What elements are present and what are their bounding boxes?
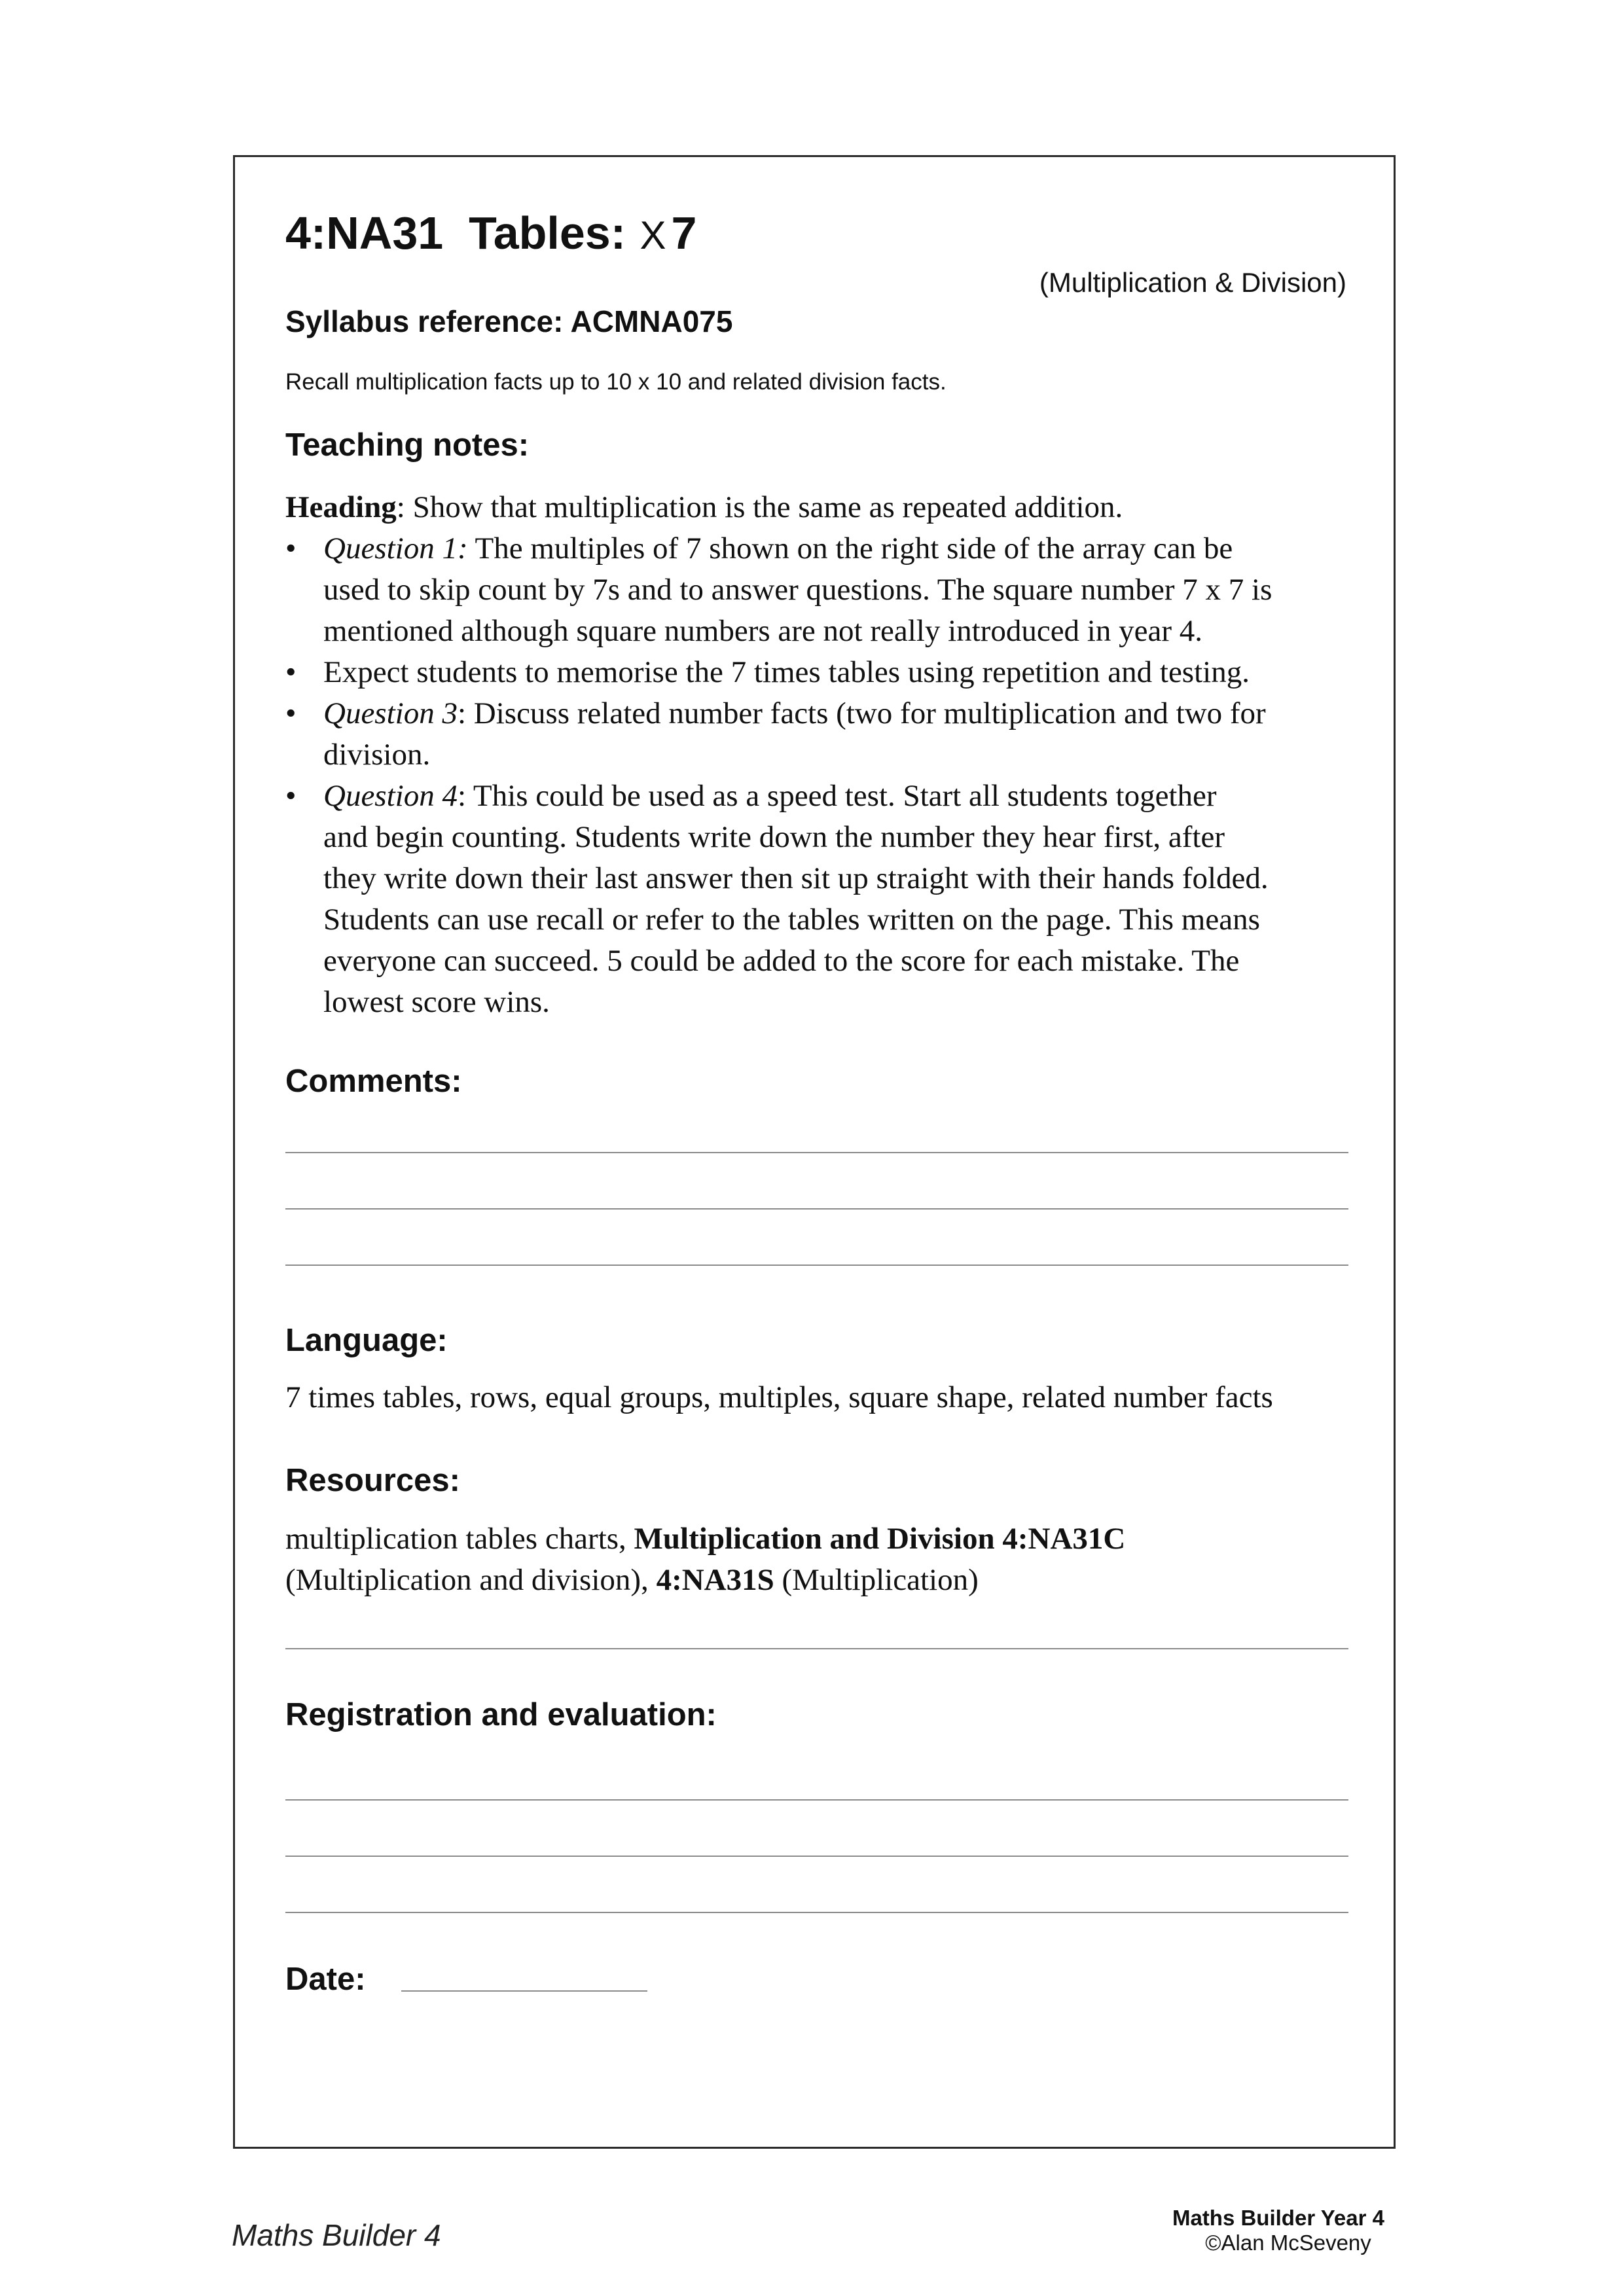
note-line: used to skip count by 7s and to answer questions. The square number 7 x 7 is bbox=[323, 573, 1272, 607]
comments-heading: Comments: bbox=[285, 1064, 462, 1099]
resources-plain: (Multiplication and division), bbox=[285, 1563, 657, 1597]
comments-line[interactable] bbox=[285, 1152, 1348, 1153]
list-item bbox=[285, 652, 1348, 693]
question-label: Question 1: bbox=[323, 531, 468, 565]
note-line: : Discuss related number facts (two for multiplication and two for bbox=[457, 696, 1266, 730]
note-line: they write down their last answer then sit up straight with their hands folded. bbox=[323, 861, 1269, 895]
question-label: Question 3 bbox=[323, 696, 458, 730]
registration-line[interactable] bbox=[285, 1912, 1348, 1913]
footer-series: Maths Builder Year 4 bbox=[1172, 2206, 1384, 2230]
bullet-symbol: • bbox=[285, 779, 297, 813]
title-code: 4:NA31 bbox=[285, 207, 444, 259]
question-label: Question 4 bbox=[323, 779, 458, 813]
bullet-symbol: • bbox=[285, 696, 297, 730]
resources-plain: multiplication tables charts, bbox=[285, 1522, 634, 1556]
note-line: division. bbox=[323, 738, 431, 772]
intro-bold: Heading bbox=[285, 490, 397, 524]
note-line: mentioned although square numbers are not really introduced in year 4. bbox=[323, 614, 1202, 648]
syllabus-reference: Syllabus reference: ACMNA075 bbox=[285, 304, 733, 338]
note-line: Students can use recall or refer to the tables written on the page. This means bbox=[323, 903, 1260, 937]
footer-copyright: ©Alan McSeveny bbox=[1205, 2231, 1371, 2255]
page-title bbox=[285, 207, 696, 259]
date-label: Date: bbox=[285, 1962, 366, 1997]
subject-label: (Multiplication & Division) bbox=[1039, 267, 1346, 298]
note-line: and begin counting. Students write down the number they hear first, after bbox=[323, 820, 1225, 854]
table-number: 7 bbox=[671, 207, 697, 259]
language-heading: Language: bbox=[285, 1323, 448, 1358]
registration-line[interactable] bbox=[285, 1856, 1348, 1857]
comments-line[interactable] bbox=[285, 1265, 1348, 1266]
resources-line[interactable] bbox=[285, 1648, 1348, 1649]
registration-line[interactable] bbox=[285, 1799, 1348, 1801]
language-text: 7 times tables, rows, equal groups, multiples, square shape, related number facts bbox=[285, 1380, 1273, 1414]
list-item bbox=[285, 528, 1348, 652]
bullet-symbol: • bbox=[285, 531, 297, 565]
resources-plain: (Multiplication) bbox=[774, 1563, 979, 1597]
comments-line[interactable] bbox=[285, 1208, 1348, 1210]
teaching-notes-intro bbox=[285, 487, 1348, 528]
intro-text: : Show that multiplication is the same as repeated addition. bbox=[396, 490, 1123, 524]
resources-bold: Multiplication and Division 4:NA31C bbox=[634, 1522, 1126, 1556]
resources-heading: Resources: bbox=[285, 1463, 460, 1498]
footer-book-title: Maths Builder 4 bbox=[232, 2218, 441, 2252]
title-prefix: Tables: bbox=[469, 207, 626, 259]
note-line: lowest score wins. bbox=[323, 985, 550, 1019]
list-item bbox=[285, 776, 1348, 1023]
outcome-text: Recall multiplication facts up to 10 x 10 and related division facts. bbox=[285, 369, 947, 395]
registration-heading: Registration and evaluation: bbox=[285, 1697, 717, 1732]
bullet-symbol: • bbox=[285, 655, 297, 689]
times-sign: X bbox=[640, 213, 666, 257]
teaching-notes-list bbox=[285, 487, 1348, 1023]
date-input-line[interactable] bbox=[401, 1990, 647, 1992]
note-line: Expect students to memorise the 7 times tables using repetition and testing. bbox=[323, 655, 1250, 689]
resources-text bbox=[285, 1518, 1352, 1601]
resources-bold: 4:NA31S bbox=[656, 1563, 774, 1597]
note-line: : This could be used as a speed test. Start all students together bbox=[457, 779, 1217, 813]
note-line: everyone can succeed. 5 could be added to the score for each mistake. The bbox=[323, 944, 1240, 978]
footer-credits bbox=[1172, 2206, 1384, 2255]
teaching-notes-heading: Teaching notes: bbox=[285, 427, 530, 463]
note-line: The multiples of 7 shown on the right side of the array can be bbox=[467, 531, 1233, 565]
list-item bbox=[285, 693, 1348, 776]
